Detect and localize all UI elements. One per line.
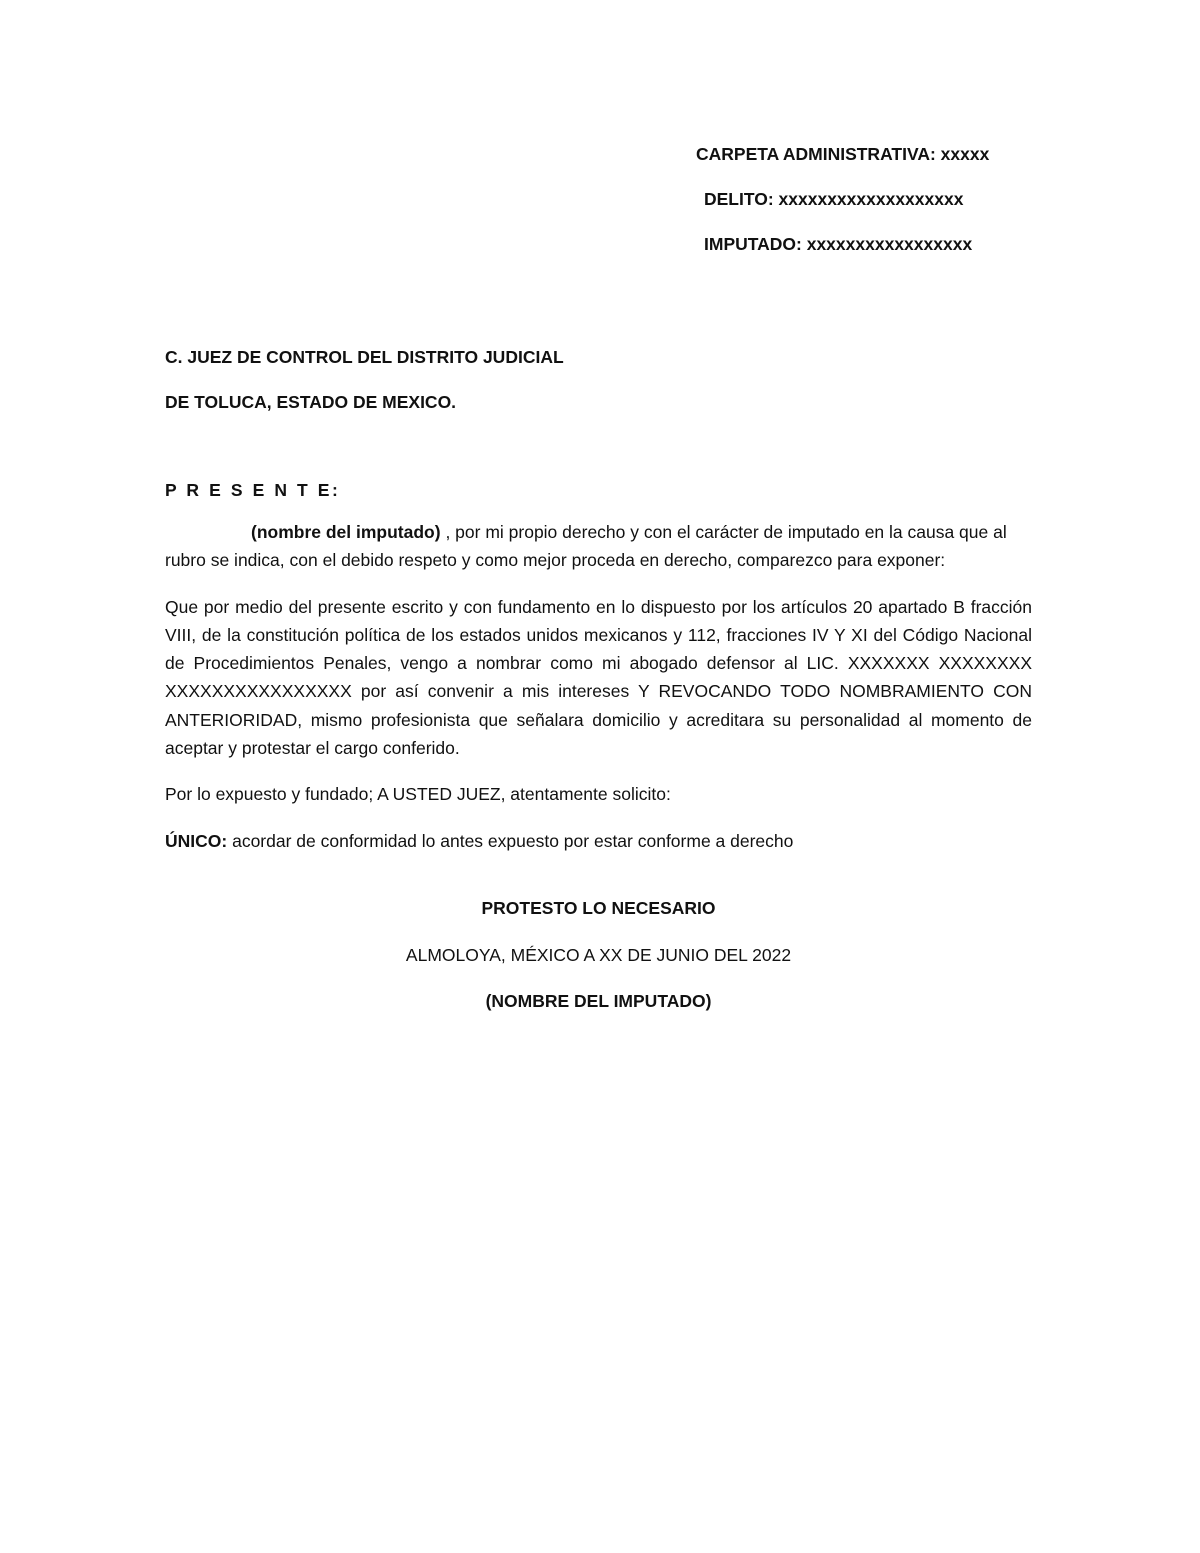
case-caption — [696, 140, 1156, 275]
request-paragraph: Por lo expuesto y fundado; A USTED JUEZ, atentamente solicito: — [165, 784, 671, 805]
unico-label: ÚNICO: — [165, 830, 228, 851]
addressee-block — [165, 343, 1065, 433]
carpeta-administrativa-line: CARPETA ADMINISTRATIVA: xxxxx — [696, 144, 990, 164]
unico-paragraph — [165, 827, 1032, 855]
imputado-name-placeholder: (nombre del imputado) — [251, 522, 441, 542]
unico-text: acordar de conformidad lo antes expuesto por estar conforme a derecho — [227, 830, 794, 851]
main-paragraph: Que por medio del presente escrito y con fundamento en lo dispuesto por los artículos 20 apartado B fracción VIII, de la constitución política de los estados unidos mexicanos y 112, fracciones IV Y XI del Código Nacional de Procedimientos Penales, vengo a nombrar como mi abogado defensor al LIC. XXXXXXX XXXXXXXX XXXXXXXXXXXXXXXX por así convenir a mis intereses Y REVOCANDO TODO NOMBRAMIENTO CON ANTERIORIDAD, mismo profesionista que señalara domicilio y acreditara su personalidad al momento de aceptar y protestar el cargo conferido. — [165, 596, 1032, 759]
delito-line: DELITO: xxxxxxxxxxxxxxxxxxx — [704, 189, 964, 209]
signature-name: (NOMBRE DEL IMPUTADO) — [485, 991, 712, 1011]
addressee-line-1: C. JUEZ DE CONTROL DEL DISTRITO JUDICIAL — [165, 347, 564, 367]
document-body — [165, 518, 1032, 873]
closing-block — [165, 894, 1032, 1034]
protesto-line: PROTESTO LO NECESARIO — [481, 898, 716, 918]
presente-heading: P R E S E N T E: — [165, 480, 341, 500]
place-date-line: ALMOLOYA, MÉXICO A XX DE JUNIO DEL 2022 — [405, 944, 792, 965]
addressee-line-2: DE TOLUCA, ESTADO DE MEXICO. — [165, 392, 457, 412]
intro-text: , por mi propio derecho y con el carácter de imputado en la causa que al rubro se indica, con el debido respeto y como mejor proceda en derecho, comparezco para exponer: — [165, 522, 1007, 571]
imputado-line: IMPUTADO: xxxxxxxxxxxxxxxxx — [704, 234, 973, 254]
intro-paragraph — [165, 518, 1032, 575]
